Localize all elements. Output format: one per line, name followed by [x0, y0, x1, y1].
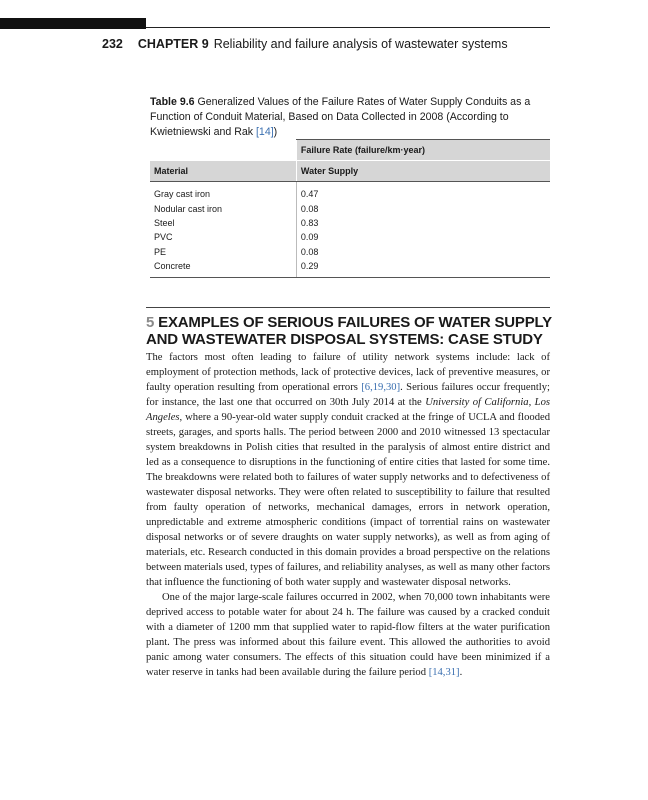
header-rule: [146, 27, 550, 28]
caption-text: Generalized Values of the Failure Rates of Water Supply Conduits as a Function of Conduit Material, Based on Data Collected in 2008 (According to Kwietniewski and Rak: [150, 96, 531, 138]
section-rule: [146, 307, 550, 308]
paragraph-2: [146, 590, 550, 680]
material-cell: Nodular cast iron: [154, 203, 223, 214]
table-caption: [150, 95, 550, 140]
section-number: 5: [146, 314, 155, 331]
paragraph-1-text-a: The factors most often leading to failure of utility network systems include: lack of employment of protection methods, lack of protective devices, lack of preventive measures, or faulty operation resulting from operational errors: [146, 352, 550, 393]
header-blank-cell: [150, 140, 296, 161]
paragraph-1-text-b: . Serious failures occur frequently; for instance, the last one that occurred on 30th July 2014 at the: [146, 382, 550, 408]
caption-end: ): [273, 126, 278, 138]
rate-cell: 0.08: [296, 201, 550, 215]
rate-cell: 0.29: [296, 259, 550, 278]
material-cell: PE: [154, 246, 167, 257]
table-row: [150, 259, 550, 278]
material-cell: Gray cast iron: [154, 189, 211, 200]
material-header: Material: [150, 161, 296, 182]
paragraph-1-text-c: , where a 90-year-old water supply conduit cracked at the fringe of UCLA and flooded streets, garages, and sports halls. The period between 2000 and 2010 witnessed 13 spectacular system breakdowns in Polish cities that resulted in the paralysis of almost entire district and led as a consequence to disruptions in the functioning of entire cities that lasted for some time. The breakdowns were related both to failures of water supply networks and to defectiveness of wastewater disposal networks. They were often related to susceptibility to failure that resulted from faulty operation of networks, mechanical damages, errors in network operation, unpredictable and extreme atmospheric conditions (impact of torrential rains on wastewater disposal networks or of severe draughts on water supply networks), as well as from aging of materials, etc. Research conducted in this domain provides a broad perspective on the relations between materials used, types of failures, and reliability analyses, as well as many other factors that influence the functioning of both water supply and wastewater disposal networks.: [146, 412, 550, 588]
running-header: [102, 37, 508, 51]
chapter-label: CHAPTER 9: [137, 37, 209, 51]
table-row: [150, 245, 550, 259]
failure-rate-header: Failure Rate (failure/km·year): [296, 140, 550, 161]
header-bar: [0, 18, 146, 29]
paragraph-2-text-a: One of the major large-scale failures occurred in 2002, when 70,000 town inhabitants were deprived access to potable water for about 24 h. The failure was caused by a cracked conduit with a diameter of 1200 mm that supplied water to rapid-flow filters at the water purification plant. The press was informed about this failure event. This allowed the authorities to avoid panic among water consumers. The effects of this situation could have been minimized if a water reserve in tanks had been available during the failure period: [146, 592, 550, 678]
table-row: [150, 182, 550, 202]
section-heading: [146, 314, 556, 348]
section-title-line2: AND WASTEWATER DISPOSAL SYSTEMS: CASE STUDY: [146, 331, 543, 348]
citation-link[interactable]: [14,31]: [428, 667, 460, 678]
rate-cell: 0.83: [296, 216, 550, 230]
body-text: [146, 350, 550, 680]
material-cell: Concrete: [150, 259, 296, 278]
rate-cell: 0.08: [296, 245, 550, 259]
chapter-title: Reliability and failure analysis of wastewater systems: [213, 37, 508, 51]
citation-link[interactable]: [6,19,30]: [361, 382, 401, 393]
section-title-line1: EXAMPLES OF SERIOUS FAILURES OF WATER SUPPLY: [158, 314, 552, 331]
paragraph-2-text-b: .: [459, 667, 463, 678]
table-label: Table 9.6: [150, 96, 195, 108]
rate-cell: 0.09: [296, 230, 550, 244]
material-cell: PVC: [154, 232, 173, 243]
caption-citation-link[interactable]: [14]: [255, 126, 274, 138]
water-supply-header: Water Supply: [296, 161, 550, 182]
rate-cell: 0.47: [296, 182, 550, 202]
table-row: [150, 201, 550, 215]
table-row: [150, 216, 550, 230]
paragraph-1: [146, 350, 550, 590]
table-row: [150, 230, 550, 244]
material-cell: Steel: [154, 217, 175, 228]
failure-rate-table: [150, 139, 550, 278]
page-number: 232: [102, 37, 123, 51]
paragraph-1-place: University of California, Los Angeles: [146, 397, 550, 423]
